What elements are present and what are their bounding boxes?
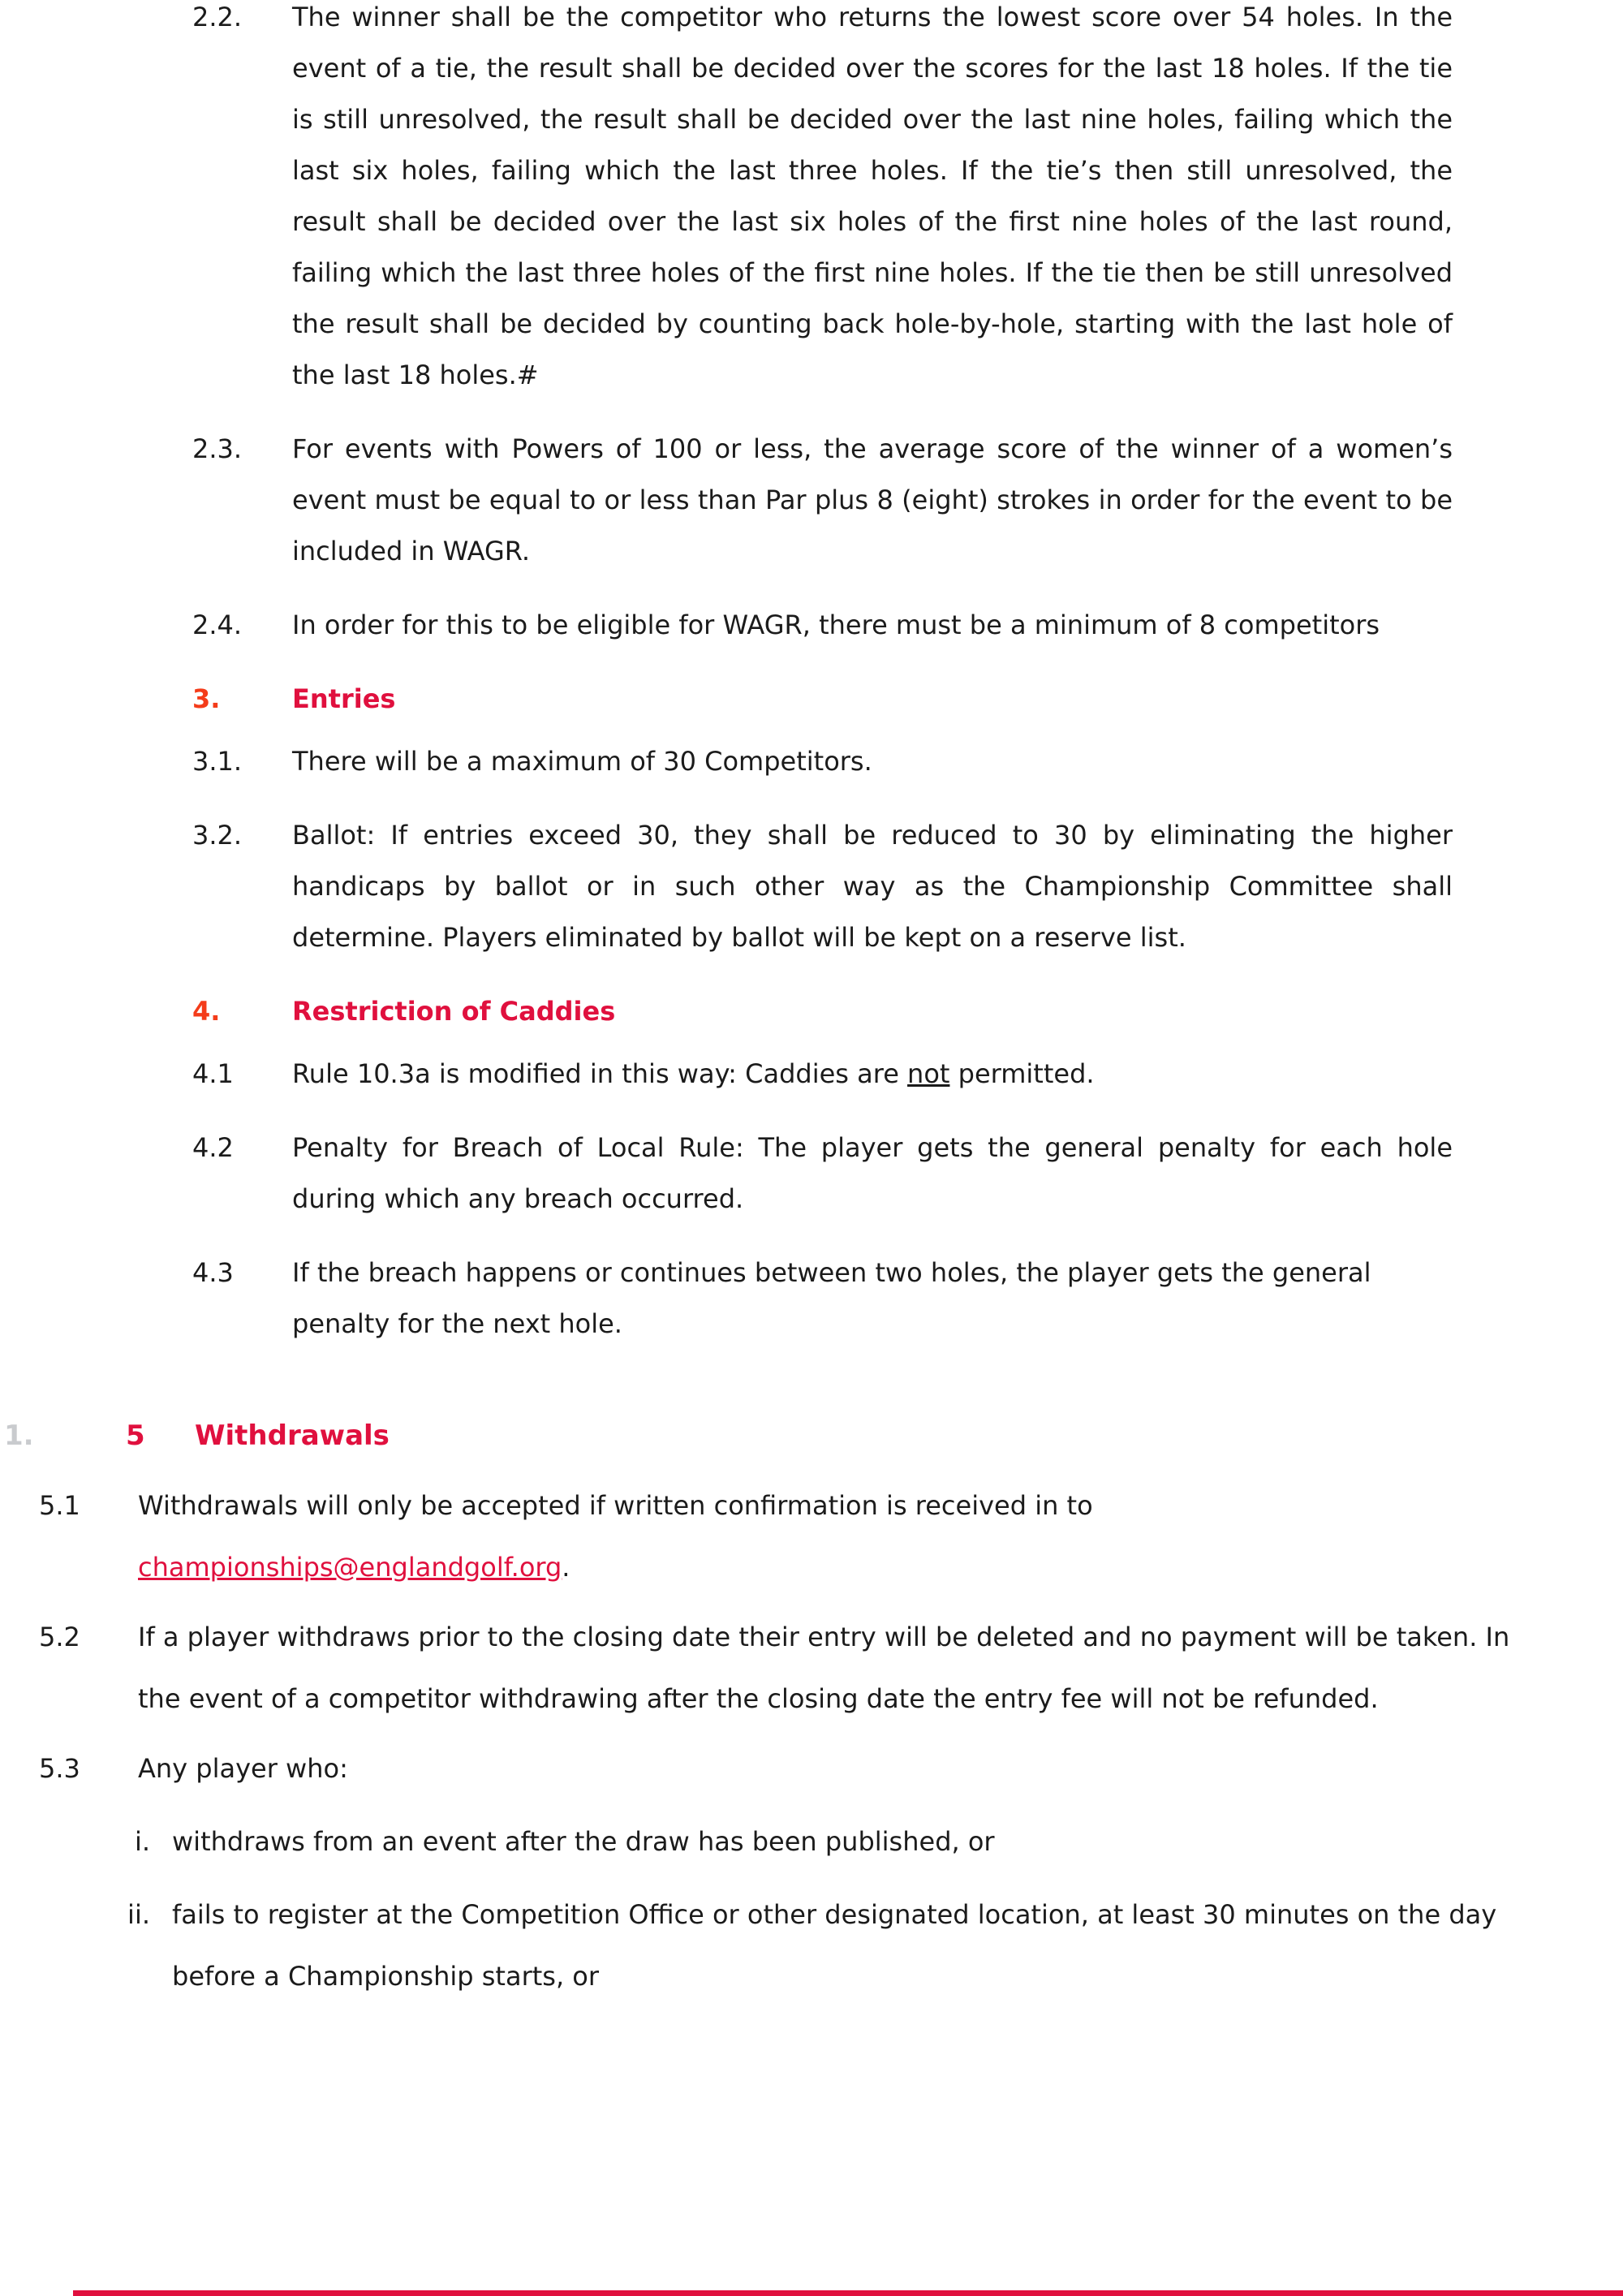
list-marker: ii. — [127, 1899, 150, 1930]
clause-2-4 — [192, 600, 1623, 651]
clause-number: 4.3 — [192, 1257, 234, 1288]
list-item-text: withdraws from an event after the draw has been published, or — [172, 1826, 995, 1857]
section-title: Withdrawals — [195, 1419, 390, 1452]
clause-text-segment: Rule 10.3a is modified in this way: Caddies are — [292, 1058, 908, 1089]
underlined-word: not — [907, 1058, 950, 1089]
stray-list-marker: 1. — [4, 1419, 34, 1452]
clause-text — [292, 1049, 1453, 1100]
clause-number: 4.1 — [192, 1058, 234, 1089]
clause-5-2 — [39, 1606, 1623, 1730]
clause-3-2 — [192, 810, 1623, 963]
section-number: 3. — [192, 683, 221, 714]
clause-text: There will be a maximum of 30 Competitors. — [292, 746, 872, 777]
clause-text-segment: . — [562, 1552, 570, 1583]
clause-text: Ballot: If entries exceed 30, they shall be reduced to 30 by eliminating the higher handicaps by ballot or in such other way as the Championship Committee shall determine. Players eliminated by ballot will be kept on a reserve list. — [292, 820, 1453, 953]
clause-number: 5.3 — [39, 1753, 80, 1784]
section-title: Entries — [292, 683, 396, 714]
email-link[interactable]: championships@englandgolf.org — [138, 1552, 562, 1583]
clause-number: 2.2. — [192, 2, 243, 32]
section-heading-withdrawals — [0, 1405, 1623, 1467]
clause-text: The winner shall be the competitor who returns the lowest score over 54 holes. In the event of a tie, the result shall be decided over the scores for the last 18 holes. If the tie is still unresolved, the result shall be decided over the last nine holes, failing which the last six holes, failing which the last three holes. If the tie’s then still unresolved, the result shall be decided over the last six holes of the first nine holes of the last round, failing which the last three holes of the first nine holes. If the tie then be still unresolved the result shall be decided by counting back hole-by-hole, starting with the last hole of the last 18 holes.# — [292, 2, 1453, 390]
section-heading-entries — [192, 674, 1623, 725]
clause-number: 2.3. — [192, 433, 243, 464]
section-number: 4. — [192, 996, 221, 1027]
clause-5-1 — [39, 1475, 1623, 1598]
clause-2-3 — [192, 424, 1623, 577]
clause-text: Penalty for Breach of Local Rule: The player gets the general penalty for each hole during which any breach occurred. — [292, 1132, 1453, 1214]
clause-text: If the breach happens or continues between two holes, the player gets the general penalty for the next hole. — [292, 1257, 1371, 1339]
section-heading-restriction-of-caddies — [192, 986, 1623, 1037]
clause-4-2 — [192, 1122, 1623, 1225]
clause-number: 5.1 — [39, 1490, 80, 1521]
clause-5-3 — [39, 1738, 1623, 1799]
clause-text: For events with Powers of 100 or less, the average score of the winner of a women’s event must be equal to or less than Par plus 8 (eight) strokes in order for the event to be included in WAGR. — [292, 433, 1453, 566]
clause-number: 2.4. — [192, 610, 243, 640]
clause-text-segment: permitted. — [949, 1058, 1095, 1089]
clause-number: 3.2. — [192, 820, 243, 851]
clause-number: 5.2 — [39, 1622, 80, 1652]
clause-3-1 — [192, 736, 1623, 787]
section-title: Restriction of Caddies — [292, 996, 616, 1027]
clause-text-segment: Withdrawals will only be accepted if written confirmation is received in to — [138, 1490, 1093, 1521]
clause-number: 3.1. — [192, 746, 243, 777]
list-marker: i. — [134, 1826, 150, 1857]
clause-number: 4.2 — [192, 1132, 234, 1163]
clause-4-1 — [192, 1049, 1623, 1100]
list-item-text: fails to register at the Competition Office or other designated location, at least 30 minutes on the day before a Championship starts, or — [172, 1899, 1497, 1992]
clause-text: In order for this to be eligible for WAGR, there must be a minimum of 8 competitors — [292, 610, 1380, 640]
page-footer-rule — [73, 2290, 1623, 2296]
clause-text — [138, 1475, 1518, 1598]
list-item-ii — [114, 1884, 1623, 2007]
clause-2-2 — [192, 0, 1623, 401]
list-item-i — [114, 1811, 1623, 1872]
clause-text: Any player who: — [138, 1753, 348, 1784]
clause-4-3 — [192, 1247, 1623, 1350]
clause-text: If a player withdraws prior to the closing date their entry will be deleted and no payment will be taken. In the event of a competitor withdrawing after the closing date the entry fee will not be refunded. — [138, 1622, 1510, 1714]
section-number: 5 — [126, 1419, 145, 1452]
